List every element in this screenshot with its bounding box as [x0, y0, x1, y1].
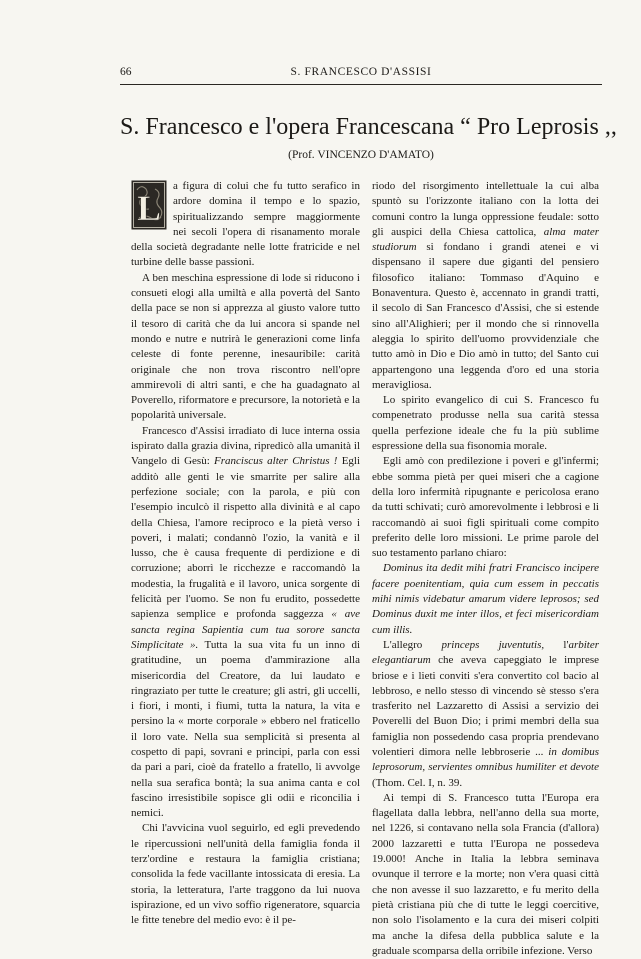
page-number: 66 — [120, 66, 132, 78]
paragraph: Chi l'avvicina vuol seguirlo, ed egli prevedendo le ripercussioni nell'unità della famiglia fonda il terz'ordine e restaura la famiglia cristiana; consolida la fede vacillante intossicata di eresia. La storia, la letteratura, l'arte traggono da lui nuova ispirazione, ed un vivo soffio rigeneratore, squarcia le fitte tenebre del medio evo: è il pe- — [131, 822, 360, 927]
paragraph: L'allegro princeps juventutis, l'arbiter elegantiarum che aveva capeggiato le imprese briose e i lieti conviti s'era convertito col bacio al lebbroso, e nello stesso dì vincendo sè stesso s'era trasferito nel Lazzaretto di Assisi a servizio dei Poverelli del Buon Dio; i primi membri della sua famiglia non possedendo casa propria prendevano volentieri dimora nelle lebbroserie ... in domibus leprosorum, servientes omnibus humiliter et devote (Thom. Cel. I, n. 39. — [372, 638, 600, 789]
paragraph: Ai tempi di S. Francesco tutta l'Europa era flagellata dalla lebbra, nell'anno della sua morte, nel 1226, si contavano nella sola Francia (d'allora) 2000 lazzaretti e tutta l'Europa ne possedeva 19.000! Anche in Italia la lebbra seminava ovunque il terrore e la morte; non v'era quasi città che non avesse il suo lazzaretto, e fu merito della pietà cristiana più che di tutte le leggi coercitive, non solo l'isolamento e la cura dei miseri colpiti ma anche la difesa della pubblica salute e la graduale scomparsa della orribile infezione. Verso — [372, 791, 599, 957]
paragraph: riodo del risorgimento intellettuale la cui alba spuntò su l'orizzonte italiano con la lotta dei comuni contro la lunga oppressione feudale: sotto gli auspici della Chiesa cattolica, alma mater studiorum si fondano i grandi atenei e vi dispensano il sapere due giganti del pensiero filosofico italiano: Tommaso d'Aquino e Bonaventura. Questo è, accennato in grandi tratti, il secolo di San Francesco d'Assisi, che si estende sino all'Alighieri; per il mondo che si rinnovella aleggia lo spirito dell'uomo provvidenziale che tutto amò in Dio e Dio amò in tutto; del Santo cui appartengono una leggenda d'oro ed una storia meravigliosa. — [372, 180, 599, 391]
running-title: S. FRANCESCO D'ASSISI — [290, 66, 432, 78]
paragraph: Lo spirito evangelico di cui S. Francesco fu compenetrato produsse nella sua carità stessa quella perfezione ideale che fu la più sublime espressione della sua fisonomia morale. — [372, 394, 599, 453]
article-author: (Prof. VINCENZO D'AMATO) — [288, 149, 434, 161]
page-header — [120, 64, 602, 82]
svg-text:L: L — [136, 188, 162, 228]
text-column-left — [131, 179, 360, 929]
text-column-right — [372, 179, 599, 959]
paragraph: Egli amò con predilezione i poveri e gl'infermi; ebbe somma pietà per quei miseri che a cagione della loro infermità ripugnante e pericolosa erano da tutti schivati; curò amorevolmente i lebbrosi e li raccomandò ai suoi figli spirituali come compito preferito delle loro missioni. Le prime parole del suo testamento parlano chiaro: — [372, 455, 599, 560]
paragraph: Francesco d'Assisi irradiato di luce interna ossia ispirato dalla grazia divina, ripredicò alla umanità il Vangelo di Gesù: Franciscus alter Christus ! Egli additò alle genti le vie smarrite per salire alla perfezione sociale; con la parola, e più con l'esempio inculcò il rispetto alla divinità e al capo della Chiesa, l'amore reciproco e la pietà verso i poveri, i malati; condannò l'ozio, la vanità e il lusso, che è causa frequente di perdizione e di corruzione; aborrì le ricchezze e raccomandò la modestia, la frugalità e il lavoro, unica sorgente di felicità per l'uomo. Se non fu erudito, possedette sapienza semplice e profonda saggezza « ave sancta regina Sapientia cum tua sorore sancta Simplicitate ». Tutta la sua vita fu un inno di gratitudine, un poema d'ammirazione alla misericordia del Creatore, da lui laudato e ringraziato per tutte le creature; gli astri, gli uccelli, i fiori, i monti, i fiumi, tutta la natura, la vita e persino la « morte corporale » ebbero nel fraticello il loro vate. Nella sua semplicità si presenta al cospetto di papi, sovrani e principi, parla con essi da pari a pari, cioè da fratello a fratello, li avvolge nella sua serafica bontà; la sua anima canta e col fascino irresistibile sopisce gli odii e riconcilia i nemici. — [131, 424, 361, 820]
paragraph: a figura di colui che fu tutto serafico in ardore domina il tempo e lo spazio, spiritualizzando sempre maggiormente nei secoli l'opera di risanamento morale della società degradante nelle lotte fratricide e nel turbine delle basse passioni. — [131, 180, 360, 269]
article-title: S. Francesco e l'opera Francescana “ Pro Leprosis ,, — [120, 114, 617, 140]
paragraph: A ben meschina espressione di lode si riducono i consueti elogi alla umiltà e alla povertà del Santo della pace se non si apprezza al giusto valore tutto il tesoro di carità che da lui ancora si spande nel mondo e nutre e nutrirà le generazioni come linfa celeste di fonte perenne, inesauribile: carità originale che non trova riscontro nell'opre ammirevoli di altri santi, e che ha guadagnato al Poverello, riformatore e precursore, la notorietà e la popolarità universale. — [131, 271, 360, 422]
latin-quote: Dominus ita dedit mihi fratri Francisco incipere facere poenitentiam, quia cum essem in peccatis mihi nimis videbatur amarum videre leprosos; sed Dominus duxit me inter illos, et feci misericordiam cum illis. — [372, 562, 599, 636]
header-rule — [120, 84, 602, 85]
decorated-initial-l-icon — [131, 180, 167, 230]
